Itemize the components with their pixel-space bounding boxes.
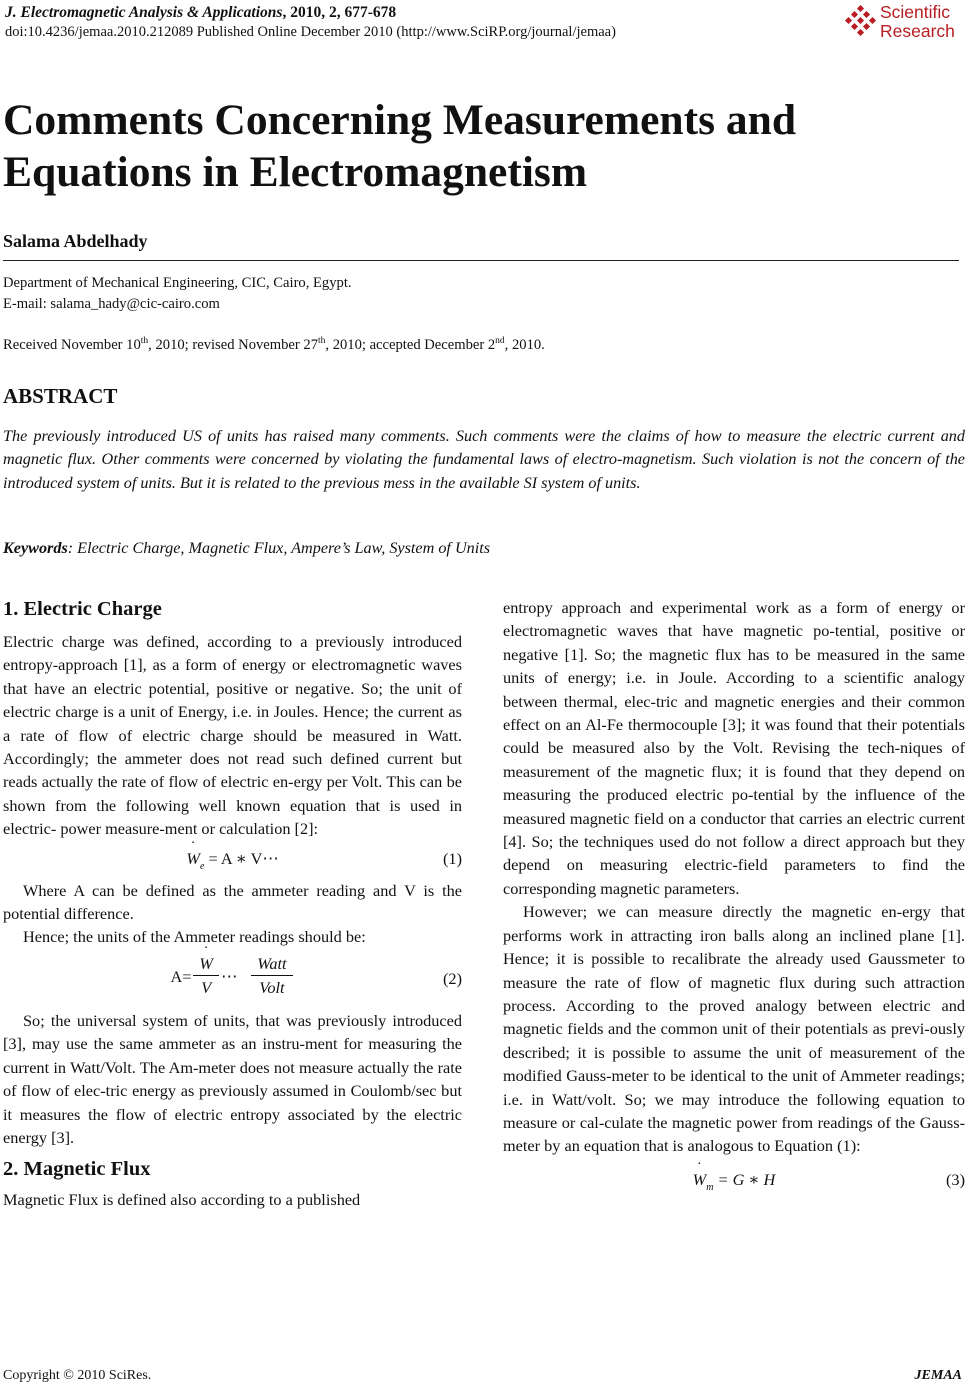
fraction <box>193 953 219 1000</box>
fraction <box>251 953 292 1000</box>
received-dates <box>3 336 545 354</box>
paragraph: So; the universal system of units, that was previously introduced [3], may use the same ammeter as an instru-ment for measuring the current in Watt/Volt. The Am-meter does not measure actually the rate of flow of elec-tric energy as previously assumed in Coulomb/sec but it measures the flow of electric entropy associated by the electric energy [3]. <box>3 1010 462 1147</box>
equation-1 <box>3 841 462 879</box>
denominator: V <box>201 977 212 997</box>
affiliation: Department of Mechanical Engineering, CIC, Cairo, Egypt. <box>3 275 352 291</box>
author-name: Salama Abdelhady <box>3 231 148 251</box>
section-heading: 2. Magnetic Flux <box>3 1158 151 1181</box>
logo-line-1: Scientific <box>880 2 951 22</box>
journal-citation <box>5 3 960 22</box>
eq-symbol: ˙ W <box>199 953 213 975</box>
keywords-label: Keywords <box>3 539 68 557</box>
year-text: , 2010. <box>504 337 545 353</box>
accepted-text: , 2010; accepted December 2 <box>325 337 496 353</box>
equation-number: (2) <box>443 968 462 988</box>
divider <box>3 260 959 261</box>
paragraph: Where A can be defined as the ammeter reading and V is the potential difference. <box>3 880 462 924</box>
journal-name: J. Electromagnetic Analysis & Applications <box>5 4 283 21</box>
equation-2 <box>3 949 462 1009</box>
email-address[interactable]: E-mail: salama_hady@cic-cairo.com <box>3 296 220 312</box>
eq-symbol: ˙ W <box>693 1168 707 1191</box>
revised-text: , 2010; revised November 27 <box>148 337 318 353</box>
numerator <box>193 953 219 976</box>
paper-title <box>3 94 953 198</box>
section-heading: 1. Electric Charge <box>3 598 162 620</box>
paragraph: Magnetic Flux is defined also according to a published <box>3 1190 361 1210</box>
footer-journal: JEMAA <box>914 1368 962 1383</box>
eq-subscript: e <box>199 860 205 872</box>
title-line-1: Comments Concerning Measurements and <box>3 96 797 144</box>
footer-copyright: Copyright © 2010 SciRes. <box>3 1368 152 1383</box>
numerator: Watt <box>251 953 292 976</box>
equation-body <box>3 953 462 1000</box>
eq-dots: ⋯ <box>220 966 238 986</box>
right-column <box>503 596 965 1200</box>
affiliation-block <box>3 273 352 315</box>
eq-symbol: ˙ W <box>186 847 200 870</box>
eq-lhs: A= <box>170 966 192 986</box>
paragraph: Electric charge was defined, according to a previously introduced entropy-approach [1], as a form of energy or electromagnetic waves that have an electric potential, positive or negative. So; the unit of electric charge is a unit of Energy, i.e. in Joules. Hence; the current as a rate of flow of electric charge should be measured in Watt. Accordingly; the ammeter does not read such defined current but reads actually the rate of flow of electric en-ergy per Volt. This can be shown from the following well known equation that is used in electric- power measure-ment or calculation [2]: <box>3 632 462 839</box>
logo-wordmark <box>880 3 955 41</box>
keywords-line <box>3 539 490 558</box>
eq-subscript: m <box>706 1181 714 1193</box>
doi-line: doi:10.4236/jemaa.2010.212089 Published Online December 2010 (http://www.SciRP.org/journal/jemaa) <box>5 24 616 40</box>
eq-expression: = A ∗ V⋯ <box>204 848 279 868</box>
ordinal-suffix: th <box>318 336 326 346</box>
denominator: Volt <box>259 977 285 997</box>
title-line-2: Equations in Electromagnetism <box>3 148 588 196</box>
keywords-list: : Electric Charge, Magnetic Flux, Ampere’s Law, System of Units <box>67 539 491 557</box>
paragraph: Hence; the units of the Ammeter readings should be: <box>23 927 366 947</box>
equation-body <box>3 847 462 878</box>
logo-line-2: Research <box>880 21 955 41</box>
equation-3 <box>503 1162 965 1200</box>
eq-expression: = G ∗ H <box>713 1169 776 1189</box>
paragraph: entropy approach and experimental work as a form of energy or electromagnetic waves that have magnetic po-tential, positive or negative [1]. So; the magnetic flux has to be measured in the same units of energy; i.e. in Joule. According to a scientific analogy between thermal, elec-tric and magnetic energies and their common effect on an Al-Fe thermocouple [3]; it was found that their potentials could be measured also by the Volt. Revising the tech-niques of measurement of the magnetic flux; it is found that they depend on measuring the produced electric po-tential by the influence of the measured magnetic field on a conductor that carries an electric current [4]. So; the techniques used do not follow a direct approach but they depend on measuring electric-field parameters to find the corresponding magnetic parameters. <box>503 598 965 898</box>
equation-number: (1) <box>443 848 462 868</box>
equation-number: (3) <box>946 1169 965 1189</box>
ordinal-suffix: nd <box>495 336 505 346</box>
ordinal-suffix: th <box>140 336 149 346</box>
page-header <box>5 3 960 49</box>
publisher-logo[interactable] <box>844 3 962 47</box>
journal-volume-pages: , 2010, 2, 677-678 <box>282 4 397 21</box>
equation-body <box>503 1168 965 1199</box>
left-column <box>3 596 462 1212</box>
abstract-heading: ABSTRACT <box>3 384 118 408</box>
paragraph: However; we can measure directly the magnetic en-ergy that performs work in attracting iron balls along an inclined plane [1]. Hence; it is possible to recalibrate the already used Gaussmeter to measure the rate of flow of magnetic flux during such attraction process. According to the proved analogy between electric and magnetic fields and the common unit of their potentials as previ-ously described; it is possible to assume the unit of measurement of the modified Gauss-meter to be identical to the unit of Ammeter readings; i.e. in Watt/volt. So; we may introduce the following equation to measure or cal-culate the magnetic power from readings of the Gauss-meter by an equation that is analogous to Equation (1): <box>503 902 965 1156</box>
received-text: Received November 10 <box>3 337 141 353</box>
abstract-text: The previously introduced US of units has raised many comments. Such comments were the claims of how to measure the electric current and magnetic flux. Other comments were concerned by violating the fundamental laws of electro-magnetism. Such violation is not the concern of the introduced system of units. But it is related to the previous mess in the available SI system of units. <box>3 427 965 492</box>
scirp-logo-icon <box>844 5 878 39</box>
